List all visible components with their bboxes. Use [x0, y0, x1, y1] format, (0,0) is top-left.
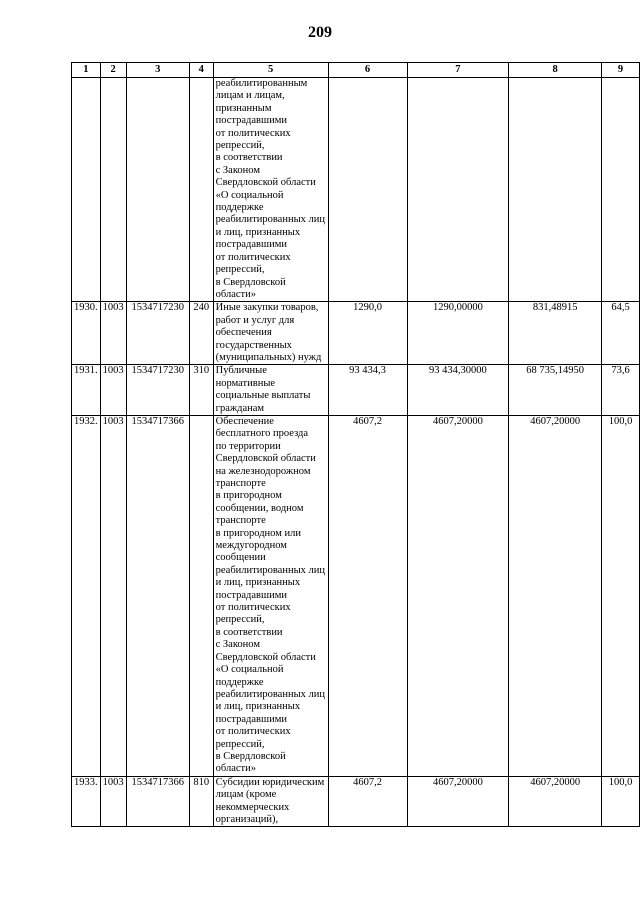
description-line: пострадавшими	[215, 713, 287, 725]
row-number: 1933.	[72, 776, 101, 827]
section-code: 1003	[100, 365, 126, 416]
table-row	[72, 415, 640, 776]
description-line: (муниципальных) нужд	[215, 351, 322, 363]
description-line: бесплатного проезда	[215, 428, 309, 440]
description-line: обеспечения	[215, 327, 272, 339]
table-row	[72, 365, 640, 416]
header-cell: 1	[72, 63, 101, 78]
description-line: сообщении, водном	[215, 502, 304, 514]
executed-amount	[509, 78, 602, 302]
description-line: признанным	[215, 102, 272, 114]
description-line: пострадавшими	[215, 115, 287, 127]
description-line: «О социальной	[215, 664, 284, 676]
header-cell: 4	[189, 63, 213, 78]
header-cell: 5	[213, 63, 328, 78]
description-line: реабилитированных лиц	[215, 688, 325, 700]
approved-amount: 4607,2	[328, 415, 407, 776]
execution-percent: 73,6	[602, 365, 640, 416]
description-line: реабилитированных лиц	[215, 214, 325, 226]
expense-type-code: 810	[189, 776, 213, 827]
description	[213, 302, 328, 365]
executed-amount: 4607,20000	[509, 415, 602, 776]
description-line: репрессий,	[215, 264, 265, 276]
description	[213, 78, 328, 302]
approved-amount: 4607,2	[328, 776, 407, 827]
description-line: репрессий,	[215, 140, 265, 152]
target-code: 1534717230	[126, 365, 189, 416]
expense-type-code	[189, 415, 213, 776]
description	[213, 365, 328, 416]
expense-type-code: 240	[189, 302, 213, 365]
description-line: пострадавшими	[215, 239, 287, 251]
description-line: поддержке	[215, 676, 264, 688]
description-line: некоммерческих	[215, 801, 290, 813]
description-line: работ и услуг для	[215, 314, 295, 326]
description-line: по территории	[215, 440, 281, 452]
header-cell: 8	[509, 63, 602, 78]
description-line: организаций),	[215, 813, 279, 825]
approved-amount: 1290,0	[328, 302, 407, 365]
executed-amount: 831,48915	[509, 302, 602, 365]
target-code: 1534717366	[126, 776, 189, 827]
description-line: в соответствии	[215, 152, 283, 164]
execution-percent	[602, 78, 640, 302]
refined-amount: 4607,20000	[407, 415, 509, 776]
header-cell: 6	[328, 63, 407, 78]
refined-amount: 4607,20000	[407, 776, 509, 827]
description-line: транспорте	[215, 478, 266, 489]
description-line: с Законом	[215, 639, 260, 651]
target-code	[126, 78, 189, 302]
description-line: поддержке	[215, 202, 264, 214]
table-row	[72, 78, 640, 302]
execution-percent: 100,0	[602, 415, 640, 776]
refined-amount: 1290,00000	[407, 302, 509, 365]
section-code: 1003	[100, 302, 126, 365]
description-line: государственных	[215, 339, 292, 351]
expense-type-code	[189, 78, 213, 302]
header-cell: 7	[407, 63, 509, 78]
row-number: 1930.	[72, 302, 101, 365]
description-line: Свердловской области	[215, 651, 316, 663]
approved-amount: 93 434,3	[328, 365, 407, 416]
header-cell: 3	[126, 63, 189, 78]
description-line: пострадавшими	[215, 589, 287, 601]
description-line: Иные закупки товаров,	[215, 302, 319, 314]
description-line: реабилитированным	[215, 78, 308, 89]
executed-amount: 4607,20000	[509, 776, 602, 827]
table-row	[72, 302, 640, 365]
refined-amount: 93 434,30000	[407, 365, 509, 416]
description-line: «О социальной	[215, 189, 284, 201]
description	[213, 776, 328, 827]
description-line: и лиц, признанных	[215, 577, 301, 589]
execution-percent: 100,0	[602, 776, 640, 827]
executed-amount: 68 735,14950	[509, 365, 602, 416]
description-line: лицам (кроме	[215, 789, 277, 801]
description-line: сообщении	[215, 552, 266, 564]
row-number: 1932.	[72, 415, 101, 776]
execution-percent: 64,5	[602, 302, 640, 365]
description-line: гражданам	[215, 402, 265, 414]
table-row	[72, 776, 640, 827]
description-line: от политических	[215, 602, 291, 614]
target-code: 1534717366	[126, 415, 189, 776]
description-line: в соответствии	[215, 626, 283, 638]
description-line: с Законом	[215, 164, 260, 176]
description-line: и лиц, признанных	[215, 701, 301, 713]
description	[213, 415, 328, 776]
description-line: Субсидии юридическим	[215, 776, 325, 788]
header-cell: 2	[100, 63, 126, 78]
expense-type-code: 310	[189, 365, 213, 416]
section-code: 1003	[100, 415, 126, 776]
description-line: репрессий,	[215, 614, 265, 626]
description-line: в пригородном или	[215, 527, 301, 539]
section-code	[100, 78, 126, 302]
description-line: лицам и лицам,	[215, 90, 285, 102]
description-line: социальные выплаты	[215, 390, 311, 402]
description-line: транспорте	[215, 515, 266, 527]
description-line: области»	[215, 288, 256, 300]
description-line: на железнодорожном	[215, 465, 311, 477]
description-line: от политических	[215, 726, 291, 738]
description-line: в пригородном	[215, 490, 282, 502]
description-line: Обеспечение	[215, 415, 274, 427]
description-line: и лиц, признанных	[215, 226, 301, 238]
approved-amount	[328, 78, 407, 302]
header-cell: 9	[602, 63, 640, 78]
page-number: 209	[308, 24, 332, 41]
description-line: Публичные	[215, 365, 267, 377]
target-code: 1534717230	[126, 302, 189, 365]
budget-table	[71, 62, 640, 827]
description-line: в Свердловской	[215, 276, 286, 288]
description-line: Свердловской области	[215, 453, 316, 465]
description-line: от политических	[215, 127, 291, 139]
header-row	[72, 63, 640, 78]
refined-amount	[407, 78, 509, 302]
description-line: нормативные	[215, 377, 276, 389]
description-line: Свердловской области	[215, 177, 316, 189]
description-line: реабилитированных лиц	[215, 564, 325, 576]
description-line: области»	[215, 763, 256, 775]
row-number: 1931.	[72, 365, 101, 416]
description-line: репрессий,	[215, 738, 265, 750]
description-line: от политических	[215, 251, 291, 263]
description-line: в Свердловской	[215, 750, 286, 762]
row-number	[72, 78, 101, 302]
section-code: 1003	[100, 776, 126, 827]
description-line: междугородном	[215, 540, 287, 552]
